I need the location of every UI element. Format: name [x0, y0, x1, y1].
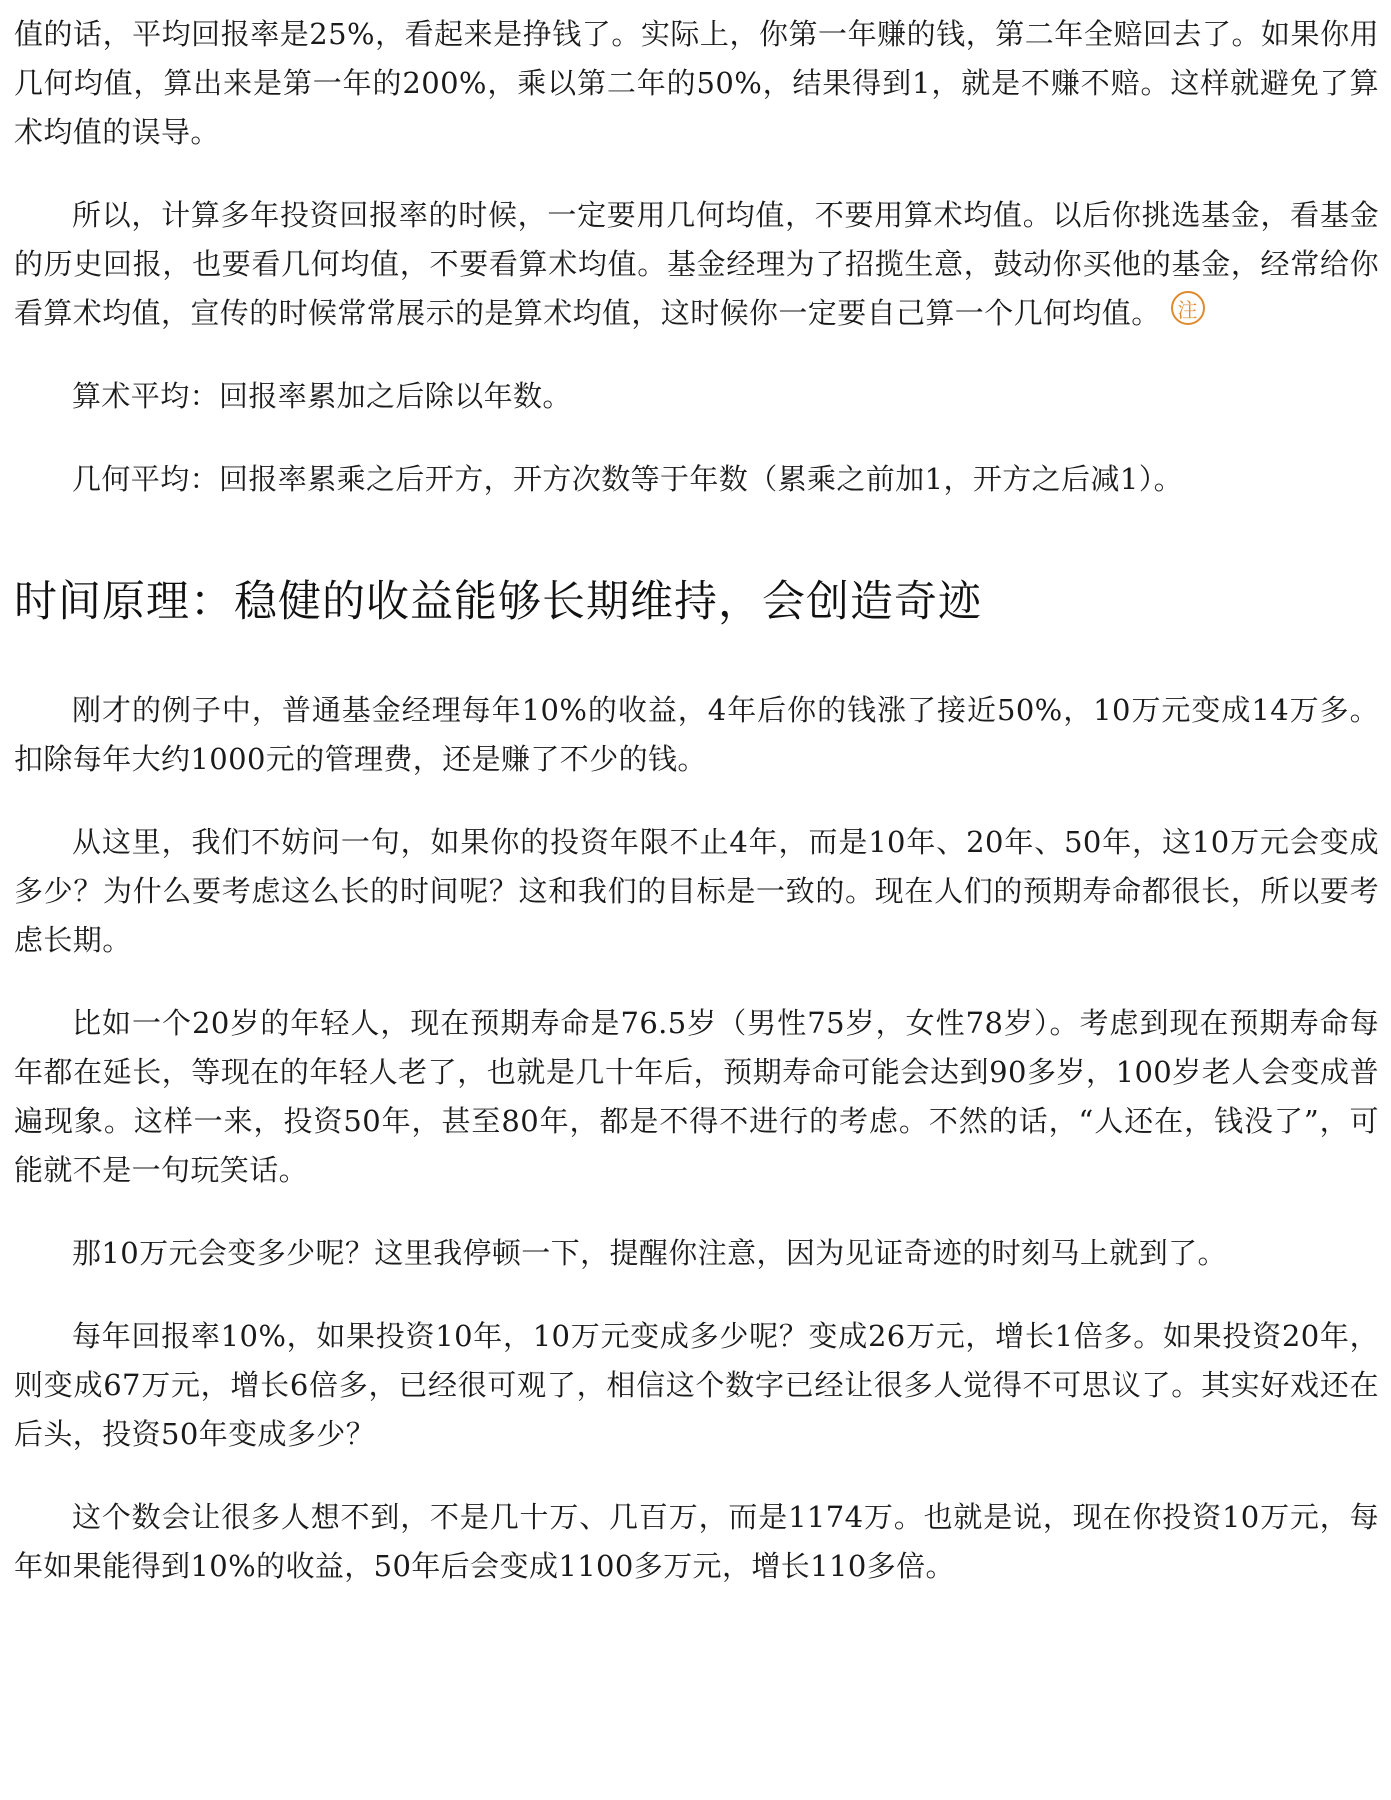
paragraph-life-expectancy: 比如一个20岁的年轻人，现在预期寿命是76.5岁（男性75岁，女性78岁）。考虑到现在预期寿命每年都在延长，等现在的年轻人老了，也就是几十年后，预期寿命可能会达到90多岁，100岁老人会变成普遍现象。这样一来，投资50年，甚至80年，都是不得不进行的考虑。不然的话，“人还在，钱没了”，可能就不是一句玩笑话。 — [14, 1006, 1379, 1187]
paragraph-geometric-definition: 几何平均：回报率累乘之后开方，开方次数等于年数（累乘之前加1，开方之后减1）。 — [72, 462, 1184, 496]
paragraph-pause: 那10万元会变多少呢？这里我停顿一下，提醒你注意，因为见证奇迹的时刻马上就到了。 — [72, 1236, 1227, 1270]
paragraph-text: 所以，计算多年投资回报率的时候，一定要用几何均值，不要用算术均值。以后你挑选基金，看基金的历史回报，也要看几何均值，不要看算术均值。基金经理为了招揽生意，鼓动你买他的基金，经常给你看算术均值，宣传的时候常常展示的是算术均值，这时候你一定要自己算一个几何均值。 — [14, 198, 1379, 330]
footnote-note-icon[interactable]: 注 — [1171, 291, 1205, 325]
paragraph-example-recap: 刚才的例子中，普通基金经理每年10%的收益，4年后你的钱涨了接近50%，10万元变成14万多。扣除每年大约1000元的管理费，还是赚了不少的钱。 — [14, 693, 1379, 776]
paragraph-arithmetic-definition: 算术平均：回报率累加之后除以年数。 — [72, 379, 572, 413]
paragraph-continued: 值的话，平均回报率是25%，看起来是挣钱了。实际上，你第一年赚的钱，第二年全赔回去了。如果你用几何均值，算出来是第一年的200%，乘以第二年的50%，结果得到1，就是不赚不赔。这样就避免了算术均值的误导。 — [14, 17, 1379, 149]
paragraph-long-term-question: 从这里，我们不妨问一句，如果你的投资年限不止4年，而是10年、20年、50年，这10万元会变成多少？为什么要考虑这么长的时间呢？这和我们的目标是一致的。现在人们的预期寿命都很长，所以要考虑长期。 — [14, 825, 1379, 957]
section-heading: 时间原理：稳健的收益能够长期维持，会创造奇迹 — [14, 577, 982, 627]
paragraph-geometric-mean-advice — [14, 191, 1379, 338]
paragraph-growth-examples: 每年回报率10%，如果投资10年，10万元变成多少呢？变成26万元，增长1倍多。如果投资20年，则变成67万元，增长6倍多，已经很可观了，相信这个数字已经让很多人觉得不可思议了。其实好戏还在后头，投资50年变成多少？ — [14, 1319, 1379, 1451]
paragraph-fifty-year-result: 这个数会让很多人想不到，不是几十万、几百万，而是1174万。也就是说，现在你投资10万元，每年如果能得到10%的收益，50年后会变成1100多万元，增长110多倍。 — [14, 1500, 1379, 1583]
